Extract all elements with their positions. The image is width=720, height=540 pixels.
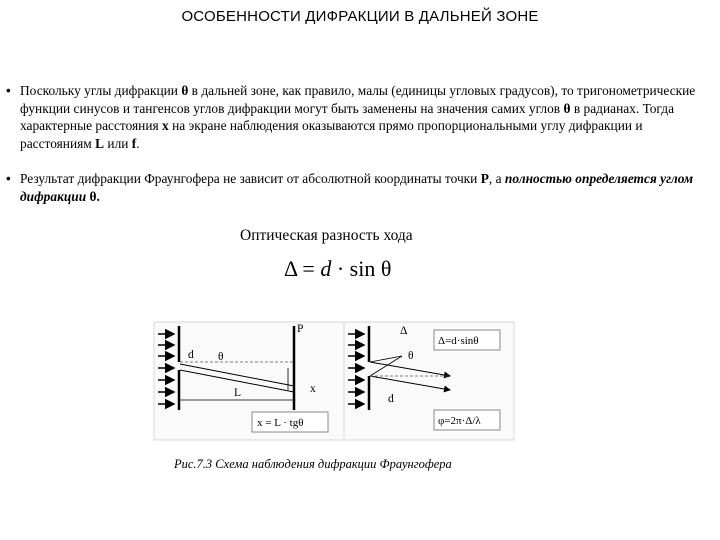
bullet-text [20, 82, 696, 152]
path-difference-formula [284, 256, 391, 282]
bullet-marker: • [6, 83, 11, 98]
var-f: f [131, 135, 137, 151]
left-panel [154, 322, 344, 440]
label-theta: θ [218, 351, 224, 363]
text-run: или [104, 135, 132, 151]
theta-symbol: θ [181, 83, 189, 98]
left-box-formula: x = L · tgθ [257, 417, 304, 429]
formula-d: d [320, 256, 332, 281]
text-run: . [136, 135, 140, 151]
text-run: в радианах. Тогда характерные расстояния [20, 100, 675, 133]
formula-rhs: · sin θ [331, 256, 392, 281]
var-P: P [480, 171, 489, 186]
text-run: в дальней зоне, как правило, малы (единицы угловых градусов), то тригонометрические функции синусов и тангенсов углов дифракции могут быть заменены на значения самих углов [20, 83, 696, 116]
label-delta: Δ [400, 325, 408, 337]
label-theta: θ [408, 350, 414, 362]
label-d: d [388, 393, 394, 405]
page-title: ОСОБЕННОСТИ ДИФРАКЦИИ В ДАЛЬНЕЙ ЗОНЕ [181, 8, 539, 25]
label-x: x [310, 383, 316, 395]
right-box-formula-1: Δ=d·sinθ [438, 335, 479, 347]
formula-lhs: Δ = [284, 256, 321, 281]
label-d: d [188, 349, 194, 361]
bullet-marker: • [6, 171, 11, 186]
text-run: , а [488, 171, 505, 186]
bullet-item-2 [6, 170, 696, 205]
label-L: L [234, 387, 242, 399]
emphasis-text: полностью определяется углом дифракции [20, 171, 694, 204]
text-run: Результат дифракции Фраунгофера не зависит от абсолютной координаты точки [20, 171, 481, 186]
theta-symbol: θ [563, 100, 571, 116]
bullet-item-1 [6, 82, 696, 152]
label-P: P [297, 323, 304, 335]
right-box-formula-2: φ=2π·Δ/λ [438, 415, 481, 427]
figure-caption: Рис.7.3 Схема наблюдения дифракции Фраунгофера [174, 457, 452, 471]
theta-symbol: θ [89, 188, 97, 204]
fraunhofer-diagram [150, 318, 530, 446]
right-panel [344, 322, 514, 440]
var-x: x [162, 118, 169, 133]
bullet-text [20, 170, 696, 205]
var-L: L [95, 135, 105, 151]
text-run: на экране наблюдения оказываются прямо пропорциональными углу дифракции и расстояниям [20, 118, 643, 151]
text-run: . [96, 188, 100, 204]
text-run: Поскольку углы дифракции [20, 83, 182, 98]
optical-path-caption: Оптическая разность хода [240, 227, 413, 244]
